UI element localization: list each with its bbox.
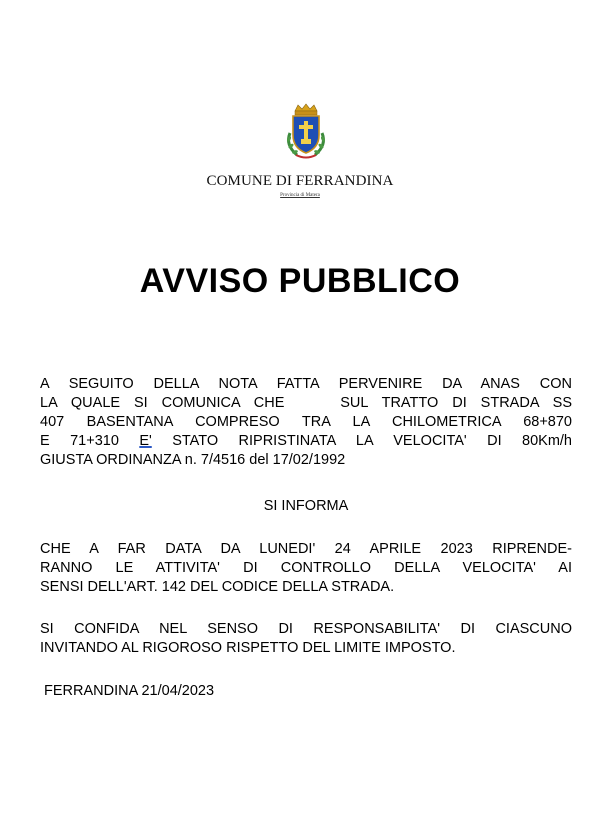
notice-paragraph-2 [40,540,572,597]
text-line: LA QUALE SI COMUNICA CHE SUL TRATTO DI STRADA SS [40,395,572,411]
text-line: A SEGUITO DELLA NOTA FATTA PERVENIRE DA ANAS CON [40,376,572,392]
text-line: RANNO LE ATTIVITA' DI CONTROLLO DELLA VELOCITA' AI [40,560,572,576]
place-and-date: FERRANDINA 21/04/2023 [44,683,215,699]
text-line [40,432,572,451]
coat-of-arms-icon [281,103,331,161]
text-line: SENSI DELL'ART. 142 DEL CODICE DELLA STRADA. [40,579,395,595]
text-line: CHE A FAR DATA DA LUNEDI' 24 APRILE 2023 RIPRENDE- [40,541,572,557]
municipality-name: COMUNE DI FERRANDINA [206,173,394,189]
text-line: INVITANDO AL RIGOROSO RISPETTO DEL LIMITE IMPOSTO. [40,640,456,656]
text-segment: E 71+310 [40,433,140,449]
notice-paragraph-1 [40,375,572,470]
text-segment: STATO RIPRISTINATA LA VELOCITA' DI 80Km/h [151,433,572,449]
text-line: 407 BASENTANA COMPRESO TRA LA CHILOMETRICA 68+870 [40,414,572,430]
province-name: Provincia di Matera [280,193,320,198]
text-line: SI CONFIDA NEL SENSO DI RESPONSABILITA' DI CIASCUNO [40,621,572,637]
highlighted-word: E' [139,433,152,449]
notice-paragraph-3 [40,620,572,658]
notice-title: AVVISO PUBBLICO [139,262,461,300]
si-informa-heading: SI INFORMA [263,498,349,514]
text-line: GIUSTA ORDINANZA n. 7/4516 del 17/02/1992 [40,452,346,468]
